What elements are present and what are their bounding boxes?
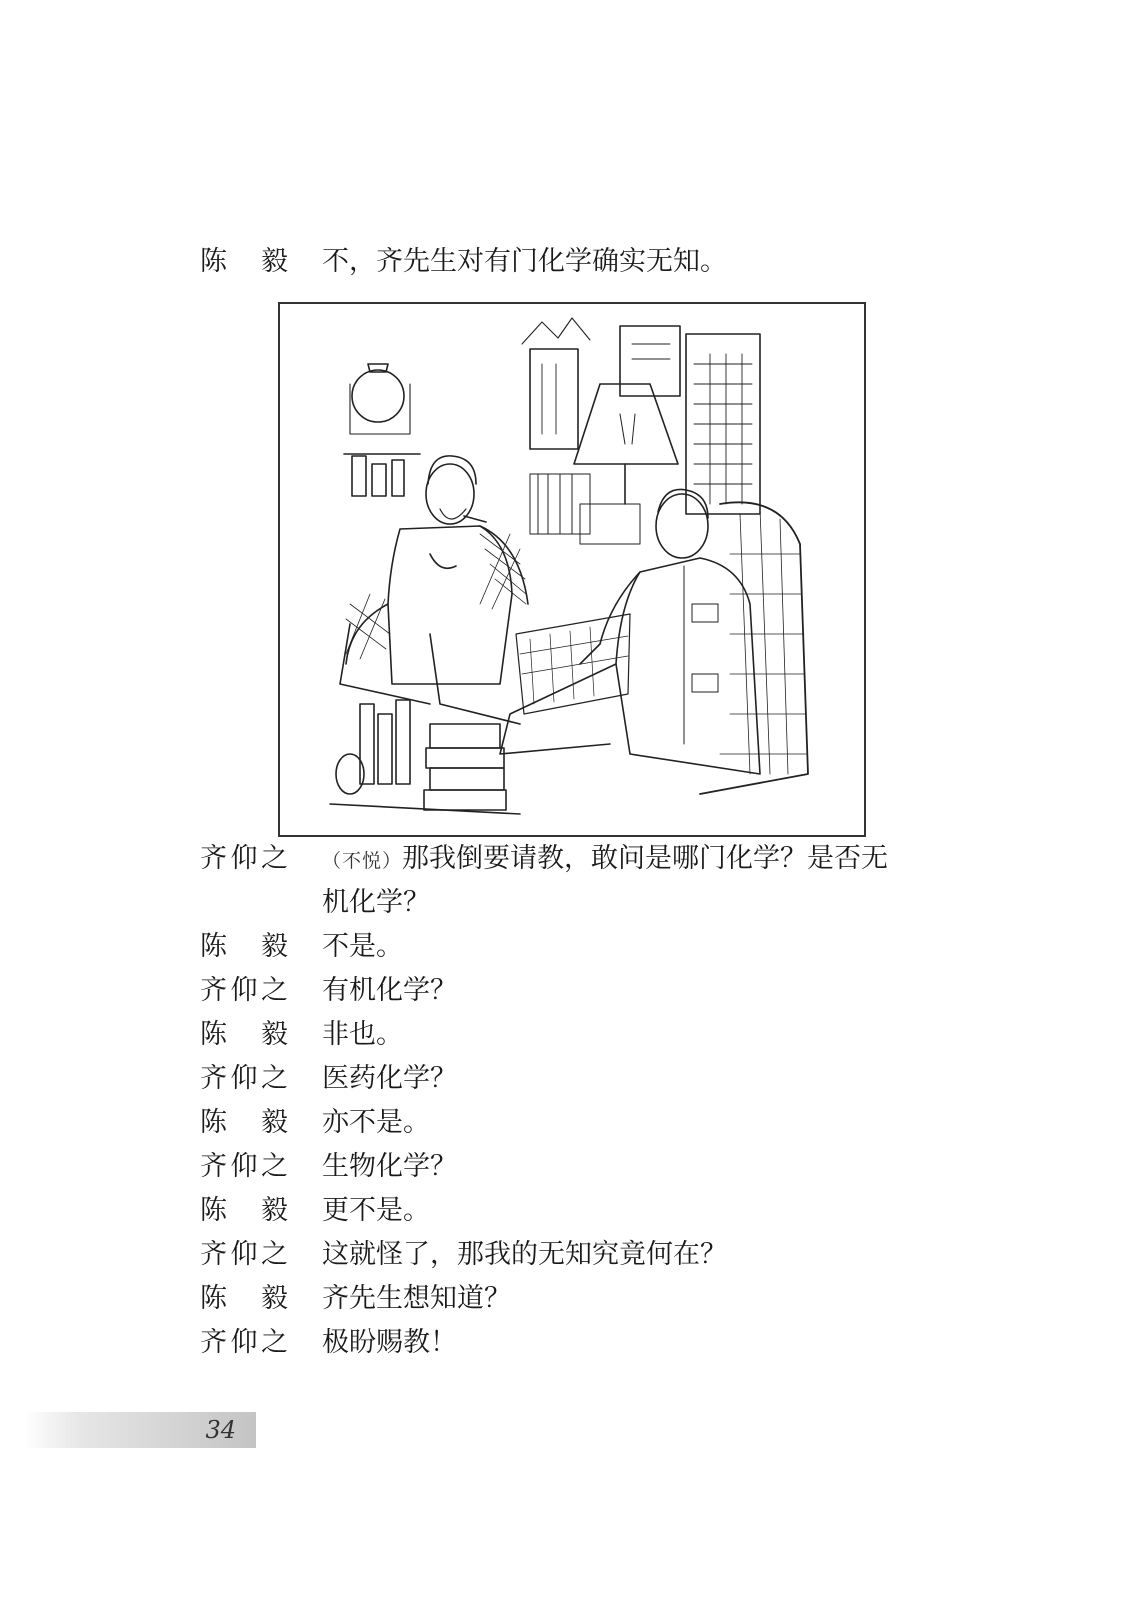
illustration-frame <box>278 302 866 837</box>
speaker-char: 毅 <box>261 246 288 277</box>
speaker-char: 齐 <box>200 1327 227 1358</box>
speech-text: 亦不是。 <box>322 1107 430 1138</box>
speaker-char: 毅 <box>261 931 288 962</box>
speaker-char: 仰 <box>230 1239 258 1270</box>
speaker-char: 陈 <box>200 1195 227 1226</box>
speaker-char: 齐 <box>200 1151 227 1182</box>
speaker-name <box>200 1193 288 1229</box>
speaker-name <box>200 1105 288 1141</box>
speaker-char: 毅 <box>261 1107 288 1138</box>
speaker-char: 齐 <box>200 975 227 1006</box>
speaker-char: 仰 <box>230 1327 258 1358</box>
speaker-char: 陈 <box>200 931 227 962</box>
speech-text: 非也。 <box>322 1019 403 1050</box>
speech-text <box>322 841 888 879</box>
speech-text: 不是。 <box>322 931 403 962</box>
speech-text: 这就怪了，那我的无知究竟何在？ <box>322 1239 727 1270</box>
speaker-char: 陈 <box>200 1019 227 1050</box>
speaker-name <box>200 1281 288 1317</box>
speaker-char: 仰 <box>230 975 258 1006</box>
speaker-char: 齐 <box>200 1063 227 1094</box>
speech-text: 齐先生想知道？ <box>322 1283 511 1314</box>
page-number-bar <box>24 1412 256 1448</box>
speech-text: 医药化学？ <box>322 1063 457 1094</box>
speaker-char: 之 <box>261 975 288 1006</box>
speaker-char: 仰 <box>230 1063 258 1094</box>
speaker-name <box>200 841 288 877</box>
speaker-char: 之 <box>261 1327 288 1358</box>
speech-text: 不，齐先生对有门化学确实无知。 <box>322 246 727 277</box>
speaker-char: 陈 <box>200 1283 227 1314</box>
speaker-char: 之 <box>261 1063 288 1094</box>
speaker-char: 毅 <box>261 1283 288 1314</box>
speaker-char: 陈 <box>200 246 227 277</box>
speaker-name <box>200 244 288 280</box>
speaker-char: 毅 <box>261 1195 288 1226</box>
speaker-char: 之 <box>261 843 288 874</box>
speaker-char: 齐 <box>200 843 227 874</box>
speaker-name <box>200 1325 288 1361</box>
speaker-name <box>200 1237 288 1273</box>
speech-text: 极盼赐教！ <box>322 1327 457 1358</box>
speaker-char: 仰 <box>230 843 258 874</box>
speech-main: 那我倒要请教，敢问是哪门化学？是否无 <box>402 843 889 874</box>
speaker-char: 齐 <box>200 1239 227 1270</box>
speaker-name <box>200 1061 288 1097</box>
illustration-drawing <box>280 304 864 835</box>
speaker-name <box>200 929 288 965</box>
speaker-char: 毅 <box>261 1019 288 1050</box>
speaker-name <box>200 973 288 1009</box>
speaker-char: 仰 <box>230 1151 258 1182</box>
speaker-char: 之 <box>261 1151 288 1182</box>
speaker-name <box>200 1149 288 1185</box>
speech-text: 有机化学？ <box>322 975 457 1006</box>
speech-text-continued: 机化学？ <box>322 887 430 918</box>
speech-text: 生物化学？ <box>322 1151 457 1182</box>
speech-text: 更不是。 <box>322 1195 430 1226</box>
stage-direction: （不悦） <box>322 850 403 872</box>
speaker-name <box>200 1017 288 1053</box>
speaker-char: 陈 <box>200 1107 227 1138</box>
page-number: 34 <box>205 1416 236 1444</box>
speaker-char: 之 <box>261 1239 288 1270</box>
